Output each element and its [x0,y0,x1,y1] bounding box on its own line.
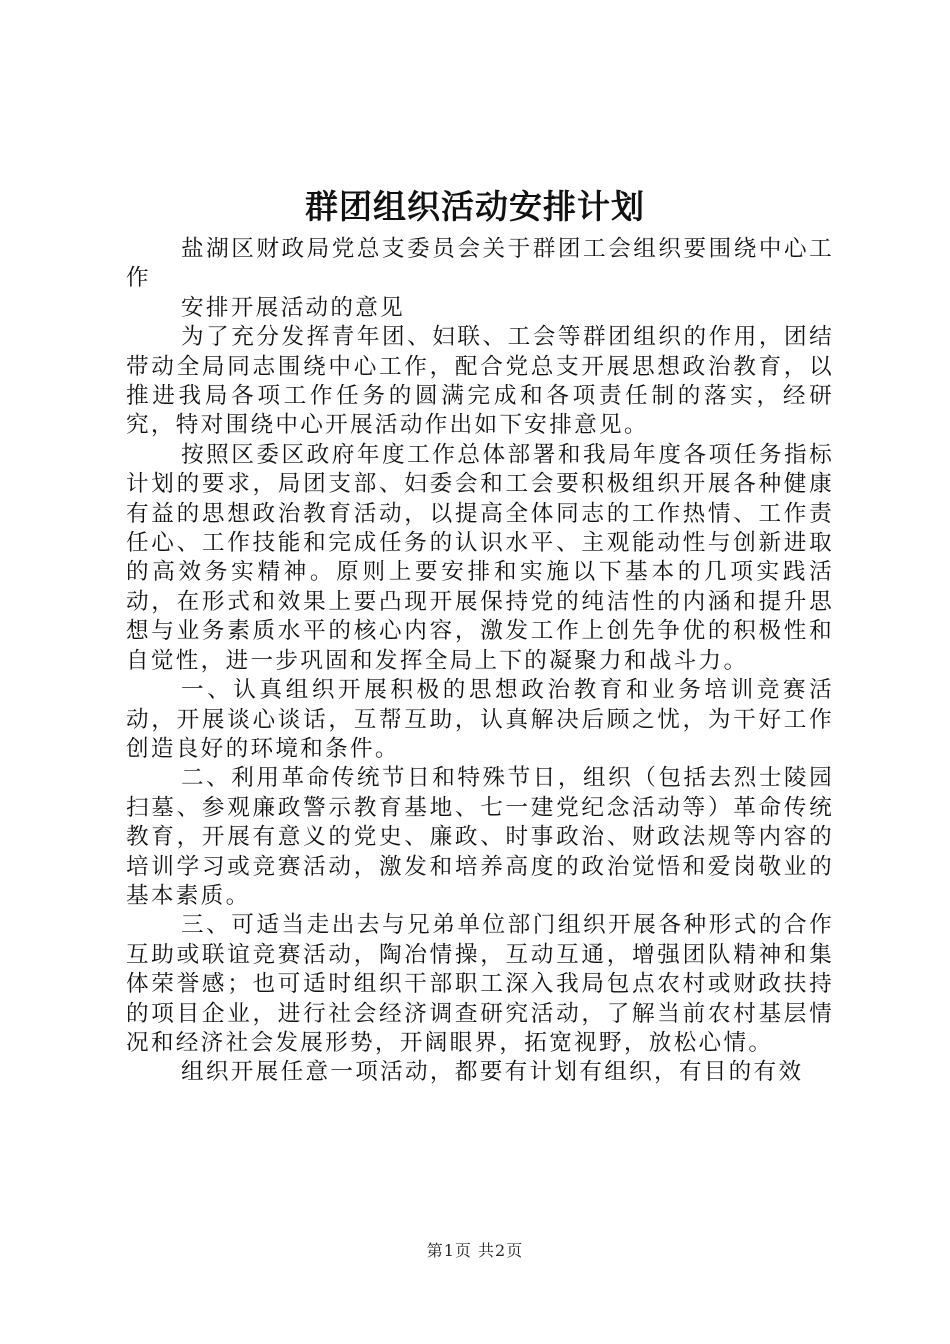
paragraph: 二、利用革命传统节日和特殊节日，组织（包括去烈士陵园扫墓、参观廉政警示教育基地、七一建党纪念活动等）革命传统教育，开展有意义的党史、廉政、时事政治、财政法规等内容的培训学习或竞赛活动，激发和培养高度的政治觉悟和爱岗敬业的基本素质。 [126,765,834,909]
paragraph: 三、可适当走出去与兄弟单位部门组织开展各种形式的合作互助或联谊竞赛活动，陶冶情操，互动互通，增强团队精神和集体荣誉感；也可适时组织干部职工深入我局包点农村或财政扶持的项目企业，进行社会经济调查研究活动，了解当前农村基层情况和经济社会发展形势，开阔眼界，拓宽视野，放松心情。 [126,912,834,1056]
paragraph: 组织开展任意一项活动，都要有计划有组织，有目的有效 [181,1059,804,1086]
paragraph: 按照区委区政府年度工作总体部署和我局年度各项任务指标计划的要求，局团支部、妇委会和工会要积极组织开展各种健康有益的思想政治教育活动，以提高全体同志的工作热情、工作责任心、工作技能和完成任务的认识水平、主观能动性与创新进取的高效务实精神。原则上要安排和实施以下基本的几项实践活动，在形式和效果上要凸现开展保持党的纯洁性的内涵和提升思想与业务素质水平的核心内容，激发工作上创先争优的积极性和自觉性，进一步巩固和发挥全局上下的凝聚力和战斗力。 [126,441,834,674]
paragraph: 一、认真组织开展积极的思想政治教育和业务培训竞赛活动，开展谈心谈话，互帮互助，认真解决后顾之忧，为干好工作创造良好的环境和条件。 [126,677,834,762]
document-body [126,235,834,1088]
paragraph: 为了充分发挥青年团、妇联、工会等群团组织的作用，团结带动全局同志围绕中心工作，配合党总支开展思想政治教育，以推进我局各项工作任务的圆满完成和各项责任制的落实，经研究，特对围绕中心开展活动作出如下安排意见。 [126,324,834,439]
page-number-footer: 第1页 共2页 [426,1241,524,1260]
document-title: 群团组织活动安排计划 [305,187,645,226]
paragraph: 盐湖区财政局党总支委员会关于群团工会组织要围绕中心工作 [126,236,834,292]
paragraph: 安排开展活动的意见 [181,294,406,321]
